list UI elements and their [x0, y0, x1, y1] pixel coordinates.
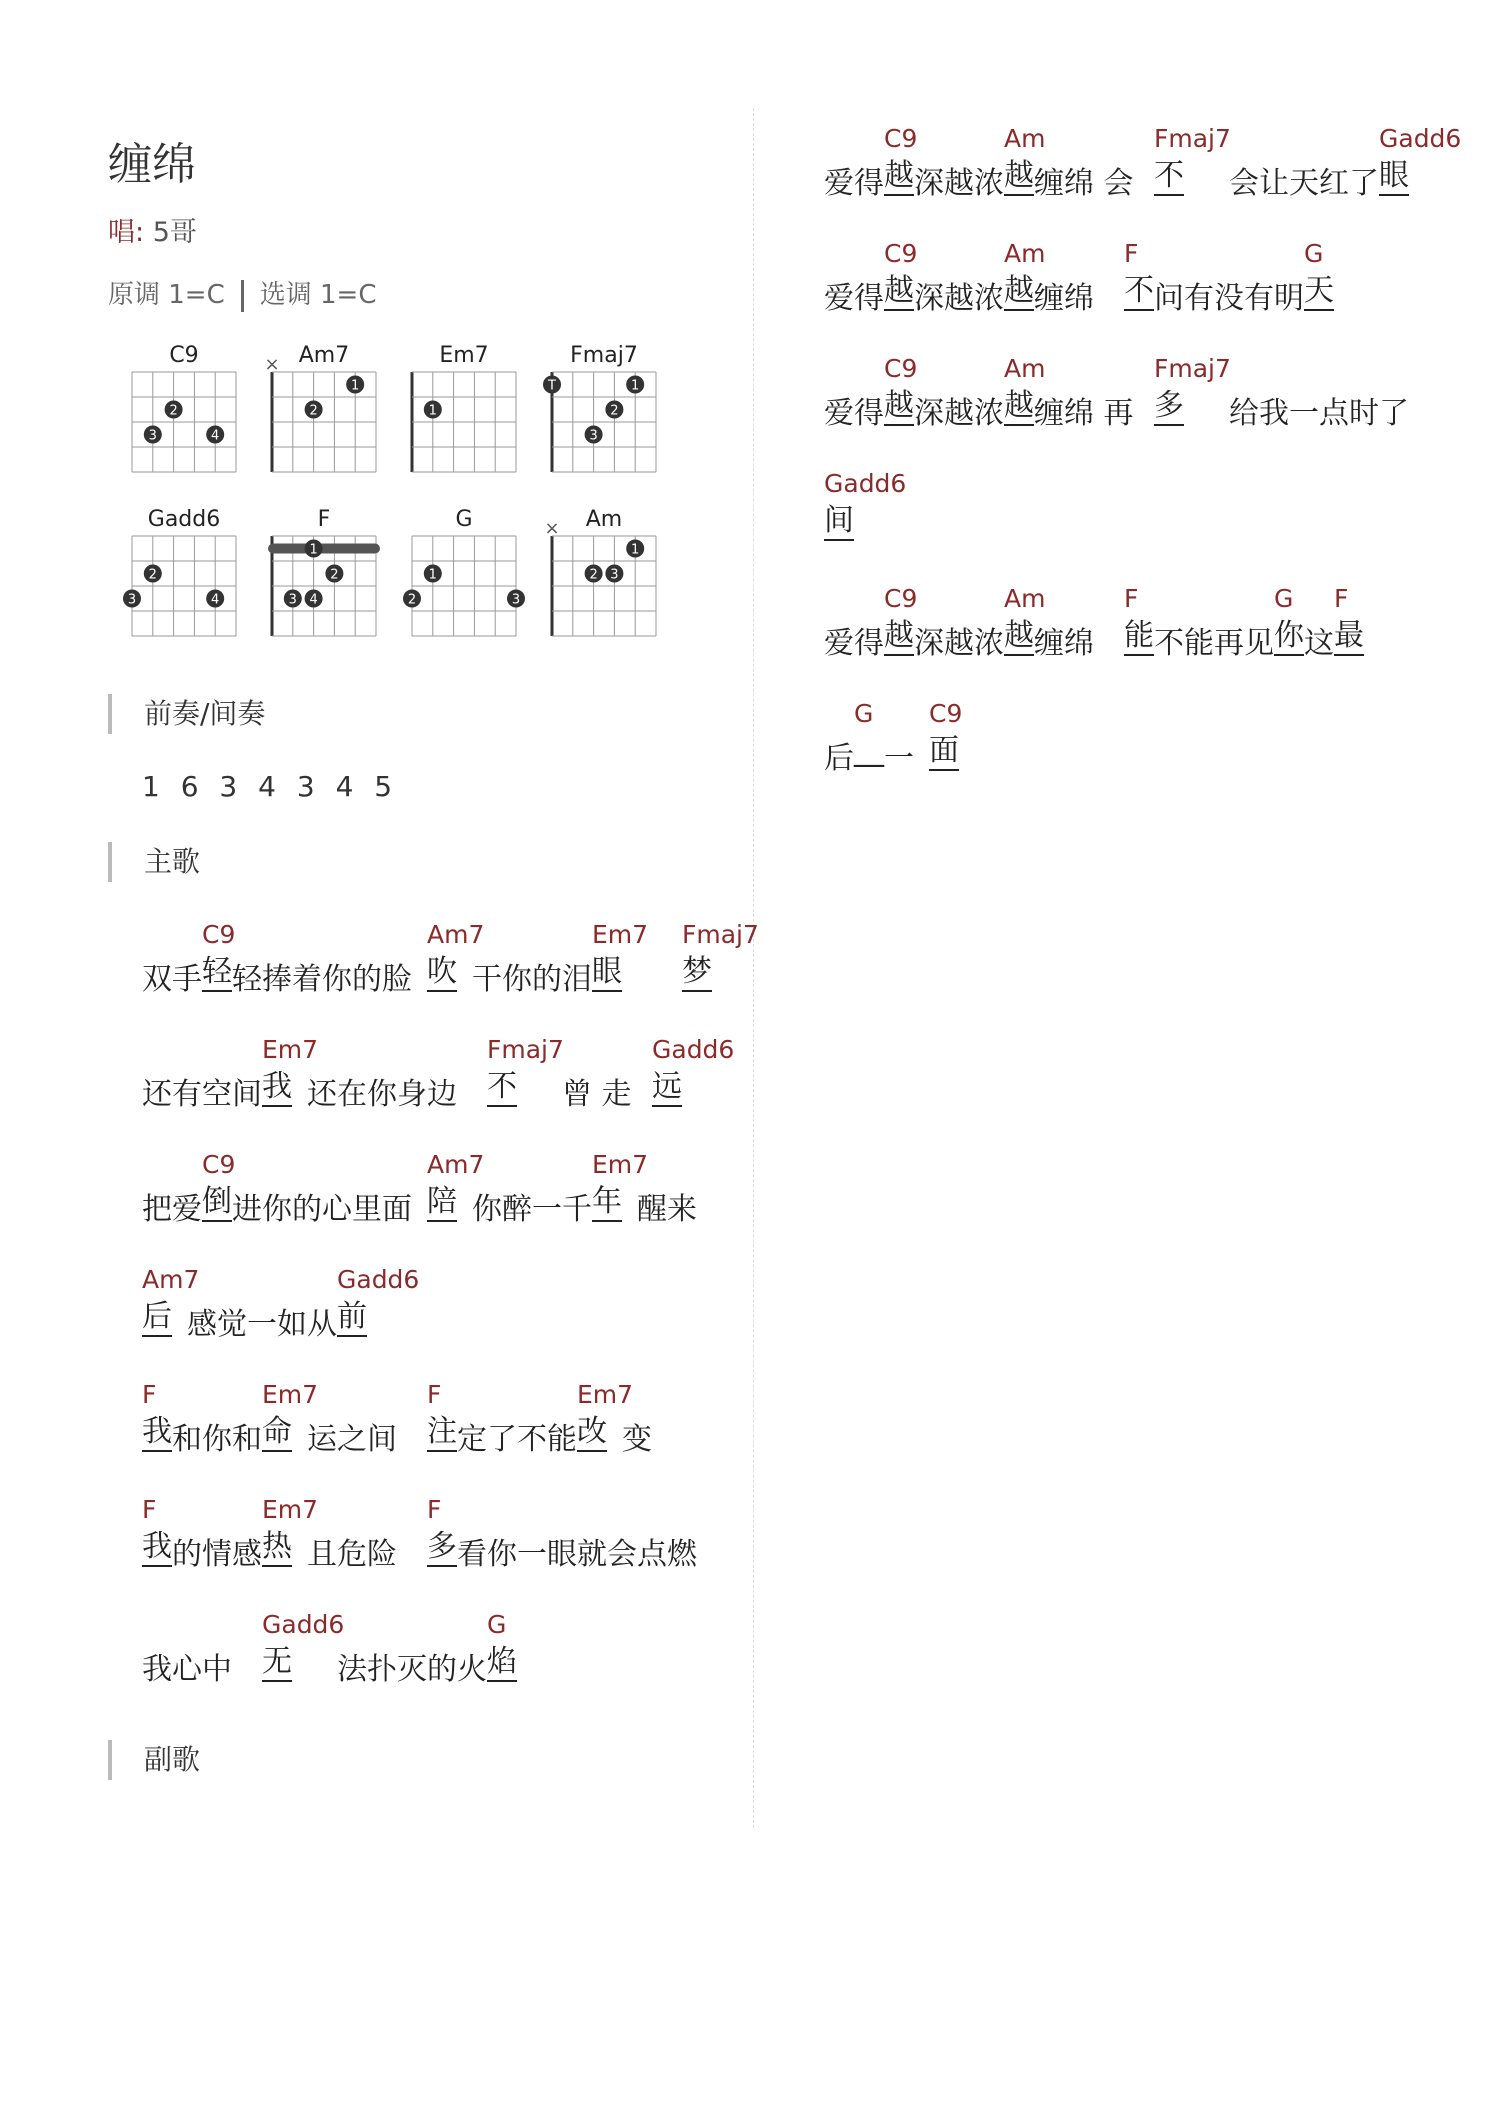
lyric-text: 改 [577, 1415, 607, 1452]
lyric-segment [262, 1069, 292, 1107]
chord-diagram-fmaj7 [532, 332, 682, 492]
column-divider [753, 108, 754, 1828]
lyric-segment [172, 1414, 262, 1458]
lyric-text: 一 [884, 741, 914, 776]
finger-number: 1 [428, 567, 437, 583]
lyric-segment [1034, 618, 1094, 662]
lyric-text: 会让天红了 [1229, 166, 1379, 201]
lyric-segment [824, 618, 884, 662]
original-key: 原调 1=C [108, 280, 225, 310]
chord-diagram-c9 [112, 332, 262, 492]
chord-label: Am7 [142, 1265, 200, 1294]
chord-name: C9 [169, 343, 199, 368]
chord-label: Am [1004, 124, 1046, 153]
lyric-segment [1154, 158, 1184, 196]
lyric-text: 定了不能 [457, 1422, 577, 1457]
lyric-segment [142, 1644, 232, 1688]
lyric-segment [884, 158, 914, 196]
lyric-segment [1004, 158, 1034, 196]
chord-label: C9 [202, 920, 236, 949]
chord-name: Gadd6 [147, 507, 221, 532]
chord-label: Fmaj7 [1154, 354, 1231, 383]
finger-number: 3 [511, 592, 521, 608]
lyric-segment [172, 1529, 262, 1573]
lyric-text: __ [854, 733, 884, 768]
lyric-segment [487, 1069, 517, 1107]
lyric-text: 越 [1004, 274, 1034, 311]
lyric-segment [884, 618, 914, 656]
song-title: 缠绵 [108, 139, 196, 190]
lyric-segment [914, 273, 1004, 317]
lyric-segment [142, 1414, 172, 1452]
chord-label: F [142, 1380, 157, 1409]
finger-number: 1 [631, 542, 640, 558]
chord-label: G [1274, 584, 1294, 613]
lyric-text: 爱得 [824, 396, 884, 431]
section-verse: 主歌 [108, 842, 200, 882]
chord-name: F [317, 507, 331, 532]
finger-number: 4 [211, 428, 220, 444]
chord-label: Em7 [262, 1035, 319, 1064]
lyric-segment [262, 1529, 292, 1567]
finger-number: 2 [407, 592, 417, 608]
lyric-segment [427, 954, 457, 992]
chord-label: F [1124, 584, 1139, 613]
lyric-segment [1004, 388, 1034, 426]
chord-label: Am7 [427, 920, 485, 949]
chord-label: Am7 [427, 1150, 485, 1179]
lyric-text: 吹 [427, 955, 457, 992]
finger-number: 2 [169, 403, 178, 419]
lyric-segment [854, 733, 884, 768]
chord-name: Em7 [439, 343, 489, 368]
section-chorus: 副歌 [108, 1740, 200, 1780]
finger-number: 2 [330, 567, 339, 583]
lyric-segment [1154, 388, 1184, 426]
lyric-segment [637, 1184, 697, 1228]
chord-label: F [142, 1495, 157, 1524]
chord-label: F [1334, 584, 1349, 613]
chord-name: G [455, 507, 473, 532]
lyric-segment [337, 1299, 367, 1337]
lyric-text: 的情感 [172, 1537, 262, 1572]
lyric-text: 前 [337, 1300, 367, 1337]
lyric-text: 面 [929, 734, 959, 771]
chord-label: F [427, 1380, 442, 1409]
lyric-text: 变 [622, 1422, 652, 1457]
lyric-text: 间 [824, 504, 854, 541]
lyric-segment [472, 1184, 592, 1228]
lyric-text: 不 [487, 1070, 517, 1107]
lyric-text: 多 [427, 1530, 457, 1567]
lyric-segment [824, 503, 854, 541]
lyric-text: 双手 [142, 962, 202, 997]
lyric-segment [884, 388, 914, 426]
lyric-text: 运之间 [307, 1422, 397, 1457]
chord-name: Fmaj7 [570, 343, 638, 368]
finger-number: 1 [309, 542, 318, 558]
singer-label: 唱: [108, 217, 153, 248]
lyric-text: 爱得 [824, 166, 884, 201]
lyric-segment [914, 158, 1004, 202]
finger-number: 3 [127, 592, 137, 608]
lyric-text: 和你和 [172, 1422, 262, 1457]
lyric-text: 轻 [202, 955, 232, 992]
lyric-text: 远 [652, 1070, 682, 1107]
lyric-segment [577, 1414, 607, 1452]
lyric-text: 深越浓 [914, 166, 1004, 201]
chord-label: C9 [929, 699, 963, 728]
lyric-segment [142, 1069, 262, 1113]
finger-number: 4 [211, 592, 220, 608]
chord-label: C9 [884, 239, 918, 268]
lyric-text: 醒来 [637, 1192, 697, 1227]
chord-label: Gadd6 [824, 469, 907, 498]
finger-number: 4 [309, 592, 318, 608]
lyric-segment [1154, 618, 1274, 662]
lyric-segment [884, 273, 914, 311]
lyric-text: 我心中 [142, 1652, 232, 1687]
lyric-segment [202, 954, 232, 992]
lyric-segment [682, 954, 712, 992]
lyric-segment [142, 1529, 172, 1567]
lyric-text: 爱得 [824, 281, 884, 316]
lyric-segment [427, 1529, 457, 1567]
chord-label: Am [1004, 354, 1046, 383]
lyric-text: 越 [884, 389, 914, 426]
finger-number: 3 [288, 592, 297, 608]
lyric-segment [472, 954, 592, 998]
lyric-segment [914, 618, 1004, 662]
lyric-segment [1004, 618, 1034, 656]
lyric-segment [1034, 388, 1134, 432]
lyric-segment [562, 1069, 632, 1113]
lyric-text: 曾 走 [562, 1077, 632, 1112]
chord-label: Fmaj7 [487, 1035, 564, 1064]
lyric-text: 眼 [1379, 159, 1409, 196]
lyric-segment [142, 954, 202, 998]
lyric-segment [929, 733, 959, 771]
lyric-text: 不能再见 [1154, 626, 1274, 661]
lyric-segment [652, 1069, 682, 1107]
chord-name: Am [585, 507, 623, 532]
lyric-text: 法扑灭的火 [337, 1652, 487, 1687]
key-info [108, 274, 377, 312]
singer-line [108, 210, 197, 249]
lyric-text: 越 [1004, 159, 1034, 196]
lyric-segment [337, 1644, 487, 1688]
lyric-text: 我 [142, 1415, 172, 1452]
finger-number: 2 [309, 403, 318, 419]
lyric-text: 轻捧着你的脸 [232, 962, 412, 997]
lyric-text: 还有空间 [142, 1077, 262, 1112]
lyric-segment [622, 1414, 652, 1458]
lyric-text: 焰 [487, 1645, 517, 1682]
finger-number: 2 [610, 403, 619, 419]
lyric-segment [202, 1184, 232, 1222]
lyric-text: 缠绵 [1034, 281, 1094, 316]
lyric-text: 倒 [202, 1185, 232, 1222]
finger-number: 2 [589, 567, 598, 583]
chord-label: Gadd6 [262, 1610, 345, 1639]
lyric-text: 看你一眼就会点燃 [457, 1537, 697, 1572]
finger-number: 3 [610, 567, 619, 583]
selected-key: 选调 1=C [259, 280, 377, 310]
chord-label: G [1304, 239, 1324, 268]
lyric-segment [232, 1184, 412, 1228]
lyric-text: 越 [884, 619, 914, 656]
chord-label: Am [1004, 584, 1046, 613]
finger-number: 3 [148, 428, 157, 444]
finger-number: 1 [631, 378, 640, 394]
lyric-segment [1304, 273, 1334, 311]
chord-label: Em7 [262, 1495, 319, 1524]
finger-number: T [548, 378, 556, 394]
lyric-segment [142, 1184, 202, 1228]
lyric-segment [487, 1644, 517, 1682]
lyric-segment [1034, 158, 1134, 202]
lyric-segment [187, 1299, 337, 1343]
lyric-segment [1334, 618, 1364, 656]
lyric-text: 深越浓 [914, 626, 1004, 661]
chord-label: Am [1004, 239, 1046, 268]
chord-label: Gadd6 [1379, 124, 1462, 153]
chord-label: Fmaj7 [1154, 124, 1231, 153]
chord-label: F [427, 1495, 442, 1524]
lyric-text: 越 [884, 159, 914, 196]
lyric-text: 这 [1304, 626, 1334, 661]
finger-number: 3 [589, 428, 598, 444]
section-intro: 前奏/间奏 [108, 694, 265, 734]
mute-mark: × [544, 518, 560, 539]
lyric-segment [1379, 158, 1409, 196]
singer-name: 5哥 [152, 217, 197, 248]
lyric-text: 最 [1334, 619, 1364, 656]
intro-notes: 1 6 3 4 3 4 5 [142, 770, 399, 803]
lyric-text: 越 [1004, 389, 1034, 426]
lyric-segment [457, 1414, 577, 1458]
chord-label: C9 [202, 1150, 236, 1179]
lyric-text: 深越浓 [914, 281, 1004, 316]
lyric-text: 还在你身边 [307, 1077, 457, 1112]
chord-diagram-em7 [392, 332, 542, 492]
chord-label: Em7 [592, 1150, 649, 1179]
lyric-segment [1154, 273, 1304, 317]
chord-label: Em7 [577, 1380, 634, 1409]
chord-diagram-am [532, 496, 682, 656]
chord-label: Gadd6 [652, 1035, 735, 1064]
lyric-text: 后 [142, 1300, 172, 1337]
chord-label: Gadd6 [337, 1265, 420, 1294]
lyric-segment [824, 733, 854, 777]
chord-label: C9 [884, 354, 918, 383]
key-separator [241, 280, 244, 312]
lyric-segment [142, 1299, 172, 1337]
lyric-text: 眼 [592, 955, 622, 992]
chord-label: G [854, 699, 874, 728]
finger-number: 2 [148, 567, 157, 583]
lyric-segment [427, 1414, 457, 1452]
lyric-segment [592, 1184, 622, 1222]
chord-label: G [487, 1610, 507, 1639]
lyric-text: 进你的心里面 [232, 1192, 412, 1227]
lyric-text: 问有没有明 [1154, 281, 1304, 316]
lyric-segment [232, 954, 412, 998]
lyric-segment [1004, 273, 1034, 311]
lyric-text: 给我一点时了 [1229, 396, 1409, 431]
lyric-segment [1229, 388, 1409, 432]
lyric-text: 越 [884, 274, 914, 311]
chord-diagram-f [252, 496, 402, 656]
lyric-segment [1304, 618, 1334, 662]
chord-name: Am7 [298, 343, 350, 368]
lyric-segment [307, 1529, 397, 1573]
lyric-text: 天 [1304, 274, 1334, 311]
lyric-segment [1274, 618, 1304, 656]
lyric-text: 不 [1154, 159, 1184, 196]
lyric-text: 你醉一千 [472, 1192, 592, 1227]
lyric-segment [457, 1529, 697, 1573]
lyric-text: 梦 [682, 955, 712, 992]
chord-label: F [1124, 239, 1139, 268]
lyric-segment [824, 388, 884, 432]
lyric-text: 缠绵 会 [1034, 166, 1134, 201]
lyric-text: 缠绵 再 [1034, 396, 1134, 431]
lyric-segment [427, 1184, 457, 1222]
lyric-text: 我 [262, 1070, 292, 1107]
lyric-segment [307, 1414, 397, 1458]
lyric-text: 干你的泪 [472, 962, 592, 997]
lyric-segment [262, 1644, 292, 1682]
lyric-text: 我 [142, 1530, 172, 1567]
chord-label: Em7 [262, 1380, 319, 1409]
chord-label: C9 [884, 124, 918, 153]
lyric-text: 无 [262, 1645, 292, 1682]
lyric-text: 深越浓 [914, 396, 1004, 431]
chord-diagram-am7 [252, 332, 402, 492]
chord-diagram-g [392, 496, 542, 656]
lyric-segment [307, 1069, 457, 1113]
lyric-segment [1124, 618, 1154, 656]
lyric-segment [1034, 273, 1094, 317]
lyric-segment [262, 1414, 292, 1452]
chord-diagram-gadd6 [112, 496, 262, 656]
lyric-text: 命 [262, 1415, 292, 1452]
mute-mark: × [264, 354, 280, 375]
lyric-text: 热 [262, 1530, 292, 1567]
chord-label: Em7 [592, 920, 649, 949]
barre [268, 544, 380, 554]
lyric-text: 能 [1124, 619, 1154, 656]
lyric-segment [592, 954, 622, 992]
lyric-text: 年 [592, 1185, 622, 1222]
lyric-text: 后 [824, 741, 854, 776]
lyric-segment [1124, 273, 1154, 311]
lyric-text: 缠绵 [1034, 626, 1094, 661]
lyric-text: 爱得 [824, 626, 884, 661]
lyric-text: 多 [1154, 389, 1184, 426]
lyric-segment [824, 273, 884, 317]
finger-number: 1 [428, 403, 437, 419]
chord-label: Fmaj7 [682, 920, 759, 949]
lyric-segment [884, 733, 914, 777]
lyric-text: 且危险 [307, 1537, 397, 1572]
lyric-segment [824, 158, 884, 202]
finger-number: 1 [351, 378, 360, 394]
lyric-text: 越 [1004, 619, 1034, 656]
lyric-segment [1229, 158, 1379, 202]
lyric-text: 不 [1124, 274, 1154, 311]
chord-label: C9 [884, 584, 918, 613]
lyric-segment [914, 388, 1004, 432]
lyric-text: 感觉一如从 [187, 1307, 337, 1342]
lyric-text: 把爱 [142, 1192, 202, 1227]
lyric-text: 你 [1274, 619, 1304, 656]
lyric-text: 注 [427, 1415, 457, 1452]
lyric-text: 陪 [427, 1185, 457, 1222]
